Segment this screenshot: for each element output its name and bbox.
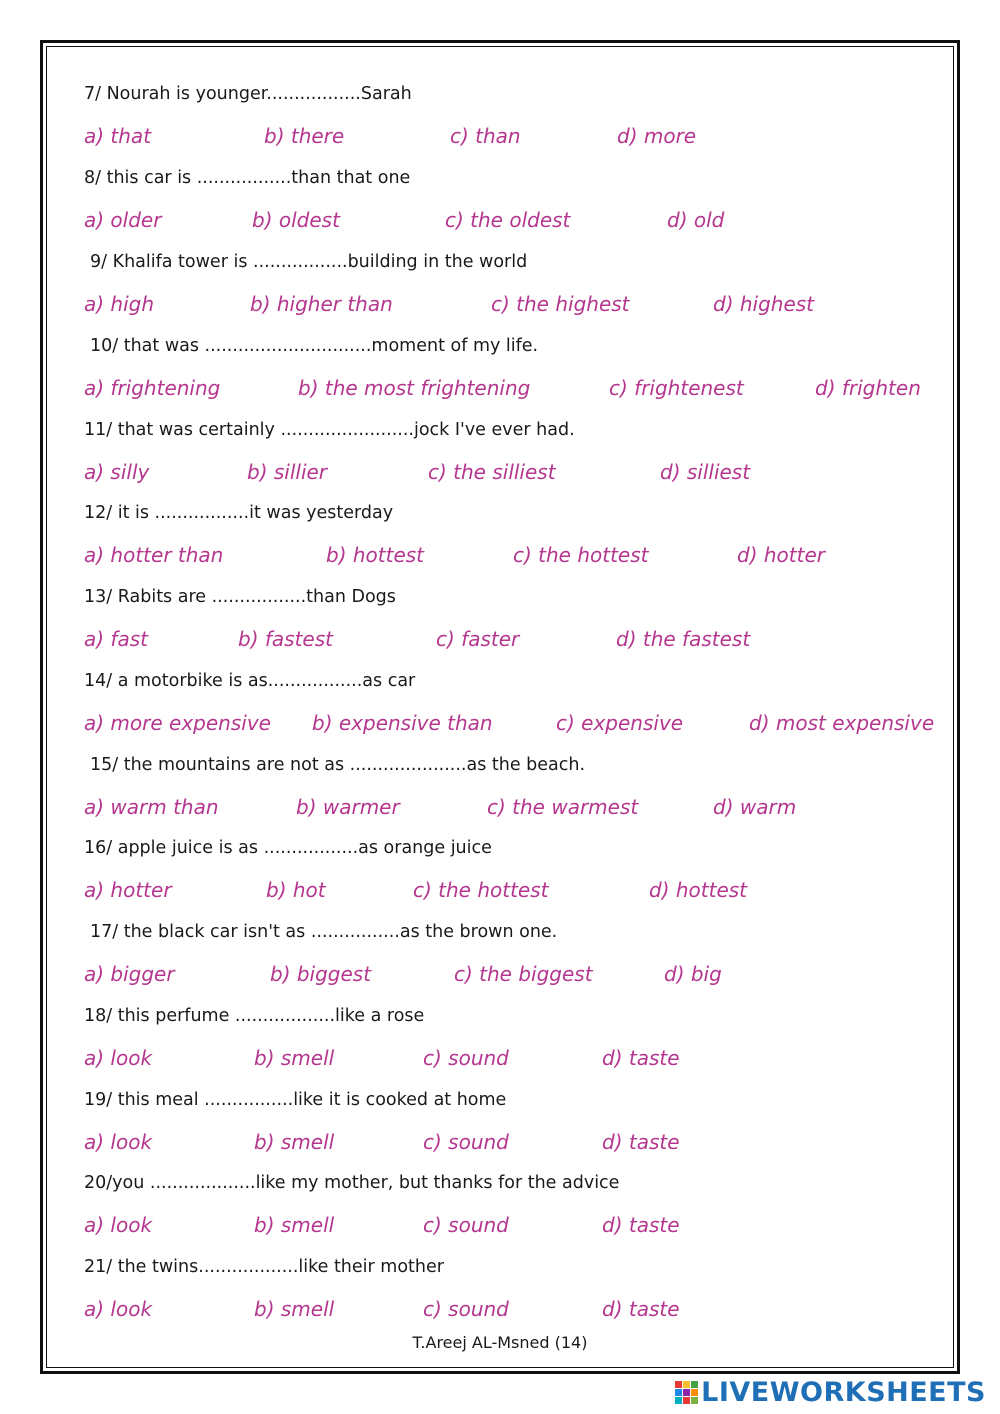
answer-option[interactable]: a) silly: [84, 460, 150, 484]
liveworksheets-icon: [675, 1381, 697, 1403]
question-text: 20/you ...................like my mother, but thanks for the advice: [84, 1173, 620, 1193]
answer-option[interactable]: b) expensive than: [312, 711, 493, 735]
answer-option[interactable]: a) older: [84, 208, 162, 232]
question-text: 12/ it is .................it was yesterday: [84, 503, 394, 523]
answer-option[interactable]: c) frightenest: [609, 376, 744, 400]
answer-option[interactable]: d) silliest: [660, 460, 751, 484]
answer-option[interactable]: b) warmer: [296, 795, 400, 819]
answer-option[interactable]: d) warm: [713, 795, 797, 819]
question-text: 9/ Khalifa tower is .................building in the world: [90, 252, 528, 272]
answer-option[interactable]: d) highest: [713, 292, 815, 316]
answer-option[interactable]: a) hotter: [84, 878, 172, 902]
answer-option[interactable]: c) faster: [436, 627, 520, 651]
question-text: 10/ that was ..............................moment of my life.: [90, 336, 539, 356]
answer-option[interactable]: b) fastest: [238, 627, 333, 651]
answer-option[interactable]: d) taste: [602, 1130, 680, 1154]
answer-option[interactable]: a) look: [84, 1130, 153, 1154]
answer-option[interactable]: c) sound: [423, 1130, 509, 1154]
question-text: 21/ the twins..................like their mother: [84, 1257, 444, 1277]
answer-option[interactable]: d) big: [664, 962, 722, 986]
question-text: 15/ the mountains are not as .....................as the beach.: [90, 755, 586, 775]
question-text: 13/ Rabits are .................than Dogs: [84, 587, 396, 607]
answer-option[interactable]: a) bigger: [84, 962, 175, 986]
answer-option[interactable]: b) sillier: [247, 460, 328, 484]
question-text: 14/ a motorbike is as.................as car: [84, 671, 416, 691]
answer-option[interactable]: a) look: [84, 1297, 153, 1321]
answer-option[interactable]: c) the silliest: [428, 460, 556, 484]
answer-option[interactable]: c) sound: [423, 1297, 509, 1321]
answer-option[interactable]: b) biggest: [270, 962, 372, 986]
page-border-inner: [46, 46, 954, 1368]
answer-option[interactable]: b) smell: [254, 1130, 335, 1154]
answer-option[interactable]: a) warm than: [84, 795, 219, 819]
liveworksheets-logo: [675, 1377, 986, 1407]
question-text: 17/ the black car isn't as ................as the brown one.: [90, 922, 558, 942]
answer-option[interactable]: b) higher than: [250, 292, 393, 316]
answer-option[interactable]: a) more expensive: [84, 711, 271, 735]
answer-option[interactable]: b) oldest: [252, 208, 340, 232]
answer-option[interactable]: c) the oldest: [445, 208, 571, 232]
brand-name: LIVEWORKSHEETS: [701, 1376, 986, 1408]
question-text: 7/ Nourah is younger.................Sarah: [84, 84, 412, 104]
answer-option[interactable]: c) expensive: [556, 711, 684, 735]
answer-option[interactable]: a) look: [84, 1046, 153, 1070]
answer-option[interactable]: d) taste: [602, 1213, 680, 1237]
answer-option[interactable]: b) there: [264, 124, 345, 148]
answer-option[interactable]: d) frighten: [815, 376, 921, 400]
answer-option[interactable]: a) frightening: [84, 376, 221, 400]
answer-option[interactable]: d) old: [667, 208, 725, 232]
answer-option[interactable]: d) the fastest: [616, 627, 751, 651]
answer-option[interactable]: a) that: [84, 124, 152, 148]
answer-option[interactable]: c) the highest: [491, 292, 630, 316]
answer-option[interactable]: b) the most frightening: [298, 376, 531, 400]
answer-option[interactable]: b) smell: [254, 1213, 335, 1237]
answer-option[interactable]: c) the biggest: [454, 962, 593, 986]
page-footer: T.Areej AL-Msned (14): [412, 1333, 588, 1352]
answer-option[interactable]: a) high: [84, 292, 155, 316]
question-text: 18/ this perfume ..................like a rose: [84, 1006, 425, 1026]
answer-option[interactable]: b) hot: [266, 878, 326, 902]
question-text: 16/ apple juice is as .................as orange juice: [84, 838, 492, 858]
answer-option[interactable]: c) the hottest: [413, 878, 549, 902]
answer-option[interactable]: a) hotter than: [84, 543, 224, 567]
question-text: 19/ this meal ................like it is cooked at home: [84, 1090, 507, 1110]
answer-option[interactable]: a) fast: [84, 627, 148, 651]
answer-option[interactable]: c) than: [450, 124, 521, 148]
question-text: 11/ that was certainly ........................jock I've ever had.: [84, 420, 575, 440]
answer-option[interactable]: d) more: [617, 124, 697, 148]
answer-option[interactable]: b) hottest: [326, 543, 425, 567]
answer-option[interactable]: d) most expensive: [749, 711, 935, 735]
answer-option[interactable]: d) taste: [602, 1297, 680, 1321]
answer-option[interactable]: b) smell: [254, 1297, 335, 1321]
answer-option[interactable]: b) smell: [254, 1046, 335, 1070]
question-text: 8/ this car is .................than that one: [84, 168, 411, 188]
answer-option[interactable]: d) hotter: [737, 543, 825, 567]
answer-option[interactable]: c) the hottest: [513, 543, 649, 567]
answer-option[interactable]: c) sound: [423, 1213, 509, 1237]
answer-option[interactable]: c) the warmest: [487, 795, 639, 819]
answer-option[interactable]: d) taste: [602, 1046, 680, 1070]
answer-option[interactable]: d) hottest: [649, 878, 748, 902]
answer-option[interactable]: c) sound: [423, 1046, 509, 1070]
answer-option[interactable]: a) look: [84, 1213, 153, 1237]
